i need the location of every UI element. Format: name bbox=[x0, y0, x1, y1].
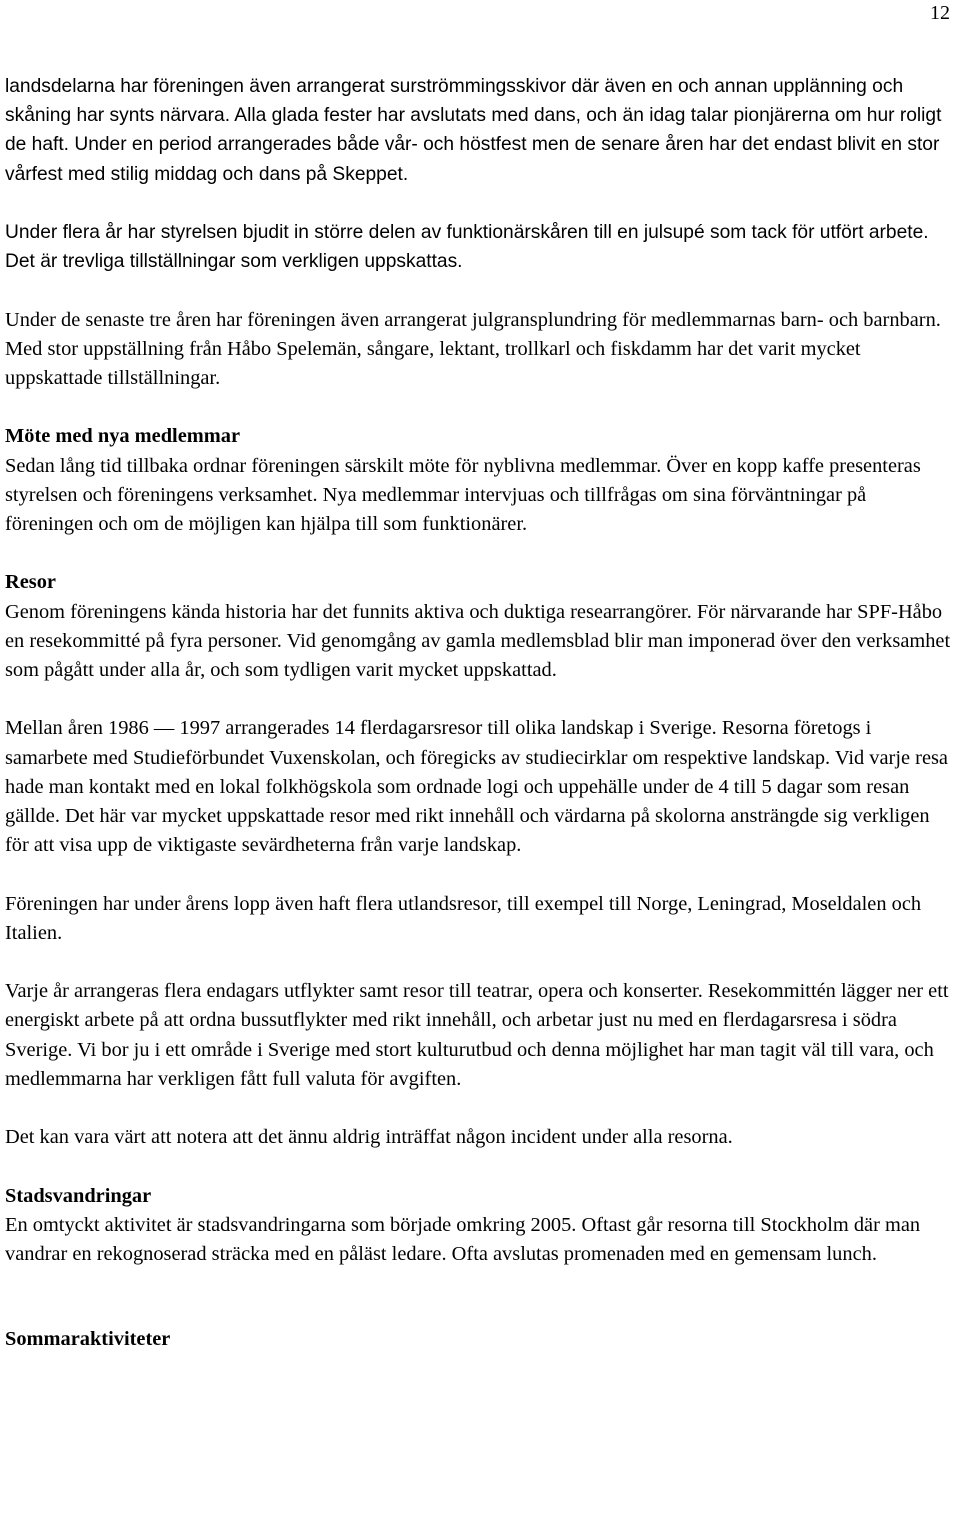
paragraph-fester: landsdelarna har föreningen även arrangerat surströmmingsskivor där även en och annan upplänning och skåning har synts närvara. Alla glada fester har avslutats med dans, och än idag talar pionjärerna om hur roligt de haft. Under en period arrangerades både vår- och höstfest men de senare åren har det endast blivit en stor vårfest med stilig middag och dans på Skeppet. bbox=[5, 76, 942, 185]
heading-resor: Resor bbox=[5, 571, 56, 594]
paragraph-resor-intro: Genom föreningens kända historia har det funnits aktiva och duktiga researrangörer. För närvarande har SPF-Håbo en resekommitté på fyra personer. Vid genomgång av gamla medlemsblad blir man imponerad över den verksamhet som pågått under alla år, och som tydligen varit mycket uppskattad. bbox=[5, 600, 951, 681]
paragraph-resor-utland: Föreningen har under årens lopp även haft flera utlandsresor, till exempel till Norge, Leningrad, Moseldalen och Italien. bbox=[5, 892, 922, 944]
paragraph-mote: Sedan lång tid tillbaka ordnar föreningen särskilt möte för nyblivna medlemmar. Över en kopp kaffe presenteras styrelsen och föreningens verksamhet. Nya medlemmar intervjuas och tillfrågas om sina förväntningar på föreningen och om de möjligen kan hjälpa till som funktionärer. bbox=[5, 454, 921, 535]
paragraph-julsupe: Under flera år har styrelsen bjudit in större delen av funktionärskåren till en julsupé som tack för utfört arbete. Det är trevliga tillställningar som verkligen uppskattas. bbox=[5, 222, 929, 273]
page-number: 12 bbox=[930, 2, 950, 24]
paragraph-resor-endagars: Varje år arrangeras flera endagars utflykter samt resor till teatrar, opera och konserter. Resekommittén lägger ner ett energiskt arbete på att ordna bussutflykter med rikt innehåll, och arbetar just nu med en flerdagarsresa i södra Sverige. Vi bor ju i ett område i Sverige med stort kulturutbud och denna möjlighet har man tagit väl till vara, och medlemmarna har verkligen fått full valuta för avgiften. bbox=[5, 980, 949, 1090]
heading-mote-med-nya-medlemmar: Möte med nya medlemmar bbox=[5, 425, 240, 448]
document-body bbox=[5, 72, 957, 1354]
paragraph-julgransplundring: Under de senaste tre åren har föreningen även arrangerat julgransplundring för medlemmarnas barn- och barnbarn. Med stor uppställning från Håbo Spelemän, sångare, lektant, trollkarl och fiskdamm har det varit mycket uppskattade tillställningar. bbox=[5, 308, 941, 389]
paragraph-resor-incident: Det kan vara värt att notera att det ännu aldrig inträffat någon incident under alla resorna. bbox=[5, 1126, 733, 1149]
heading-stadsvandringar: Stadsvandringar bbox=[5, 1184, 152, 1207]
paragraph-resor-flerdagars: Mellan åren 1986 — 1997 arrangerades 14 flerdagarsresor till olika landskap i Sverige. Resorna företogs i samarbete med Studieförbundet Vuxenskolan, och föregicks av studiecirklar om respektive landskap. Vid varje resa hade man kontakt med en lokal folkhögskola som ordnade logi och uppehälle under de 4 till 5 dagar som resan gällde. Det här var mycket uppskattade resor med rikt innehåll och värdarna på skolorna ansträngde sig verkligen för att visa upp de viktigaste sevärdheterna från varje landskap. bbox=[5, 717, 948, 857]
paragraph-stadsvandringar: En omtyckt aktivitet är stadsvandringarna som började omkring 2005. Oftast går resorna till Stockholm där man vandrar en rekognoserad sträcka med en påläst ledare. Ofta avslutas promenaden med en gemensam lunch. bbox=[5, 1213, 921, 1265]
heading-sommaraktiviteter: Sommaraktiviteter bbox=[5, 1328, 171, 1351]
